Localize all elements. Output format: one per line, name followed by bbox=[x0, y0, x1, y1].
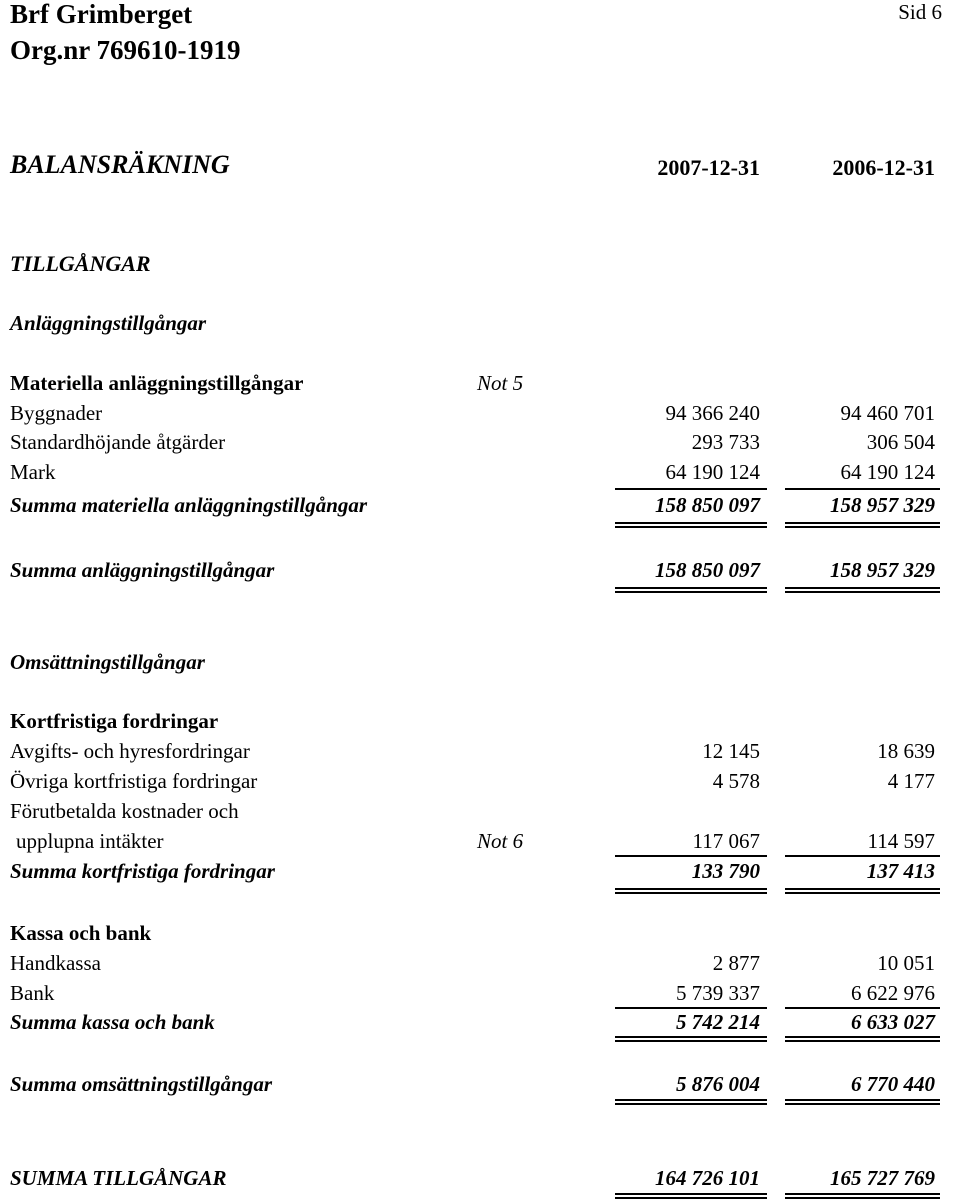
org-number: Org.nr 769610-1919 bbox=[10, 35, 241, 65]
double-rule bbox=[785, 1193, 940, 1195]
cash-heading: Kassa och bank bbox=[10, 921, 152, 945]
row-label: Avgifts- och hyresfordringar bbox=[10, 739, 250, 763]
value-2006: 4 177 bbox=[887, 769, 935, 793]
double-rule bbox=[615, 1036, 767, 1038]
double-rule bbox=[615, 587, 767, 589]
sum-2006: 158 957 329 bbox=[830, 493, 935, 517]
row-label: Standardhöjande åtgärder bbox=[10, 430, 226, 454]
double-rule bbox=[615, 1040, 767, 1042]
value-2006: 94 460 701 bbox=[840, 401, 935, 425]
double-rule bbox=[785, 591, 940, 593]
value-2007: 4 578 bbox=[712, 769, 760, 793]
double-rule bbox=[785, 1197, 940, 1199]
sum-label: Summa anläggningstillgångar bbox=[10, 558, 275, 582]
subtotal-rule bbox=[785, 855, 940, 857]
value-2007: 2 877 bbox=[712, 951, 760, 975]
sum-2006: 6 633 027 bbox=[851, 1010, 935, 1034]
double-rule bbox=[785, 888, 940, 890]
double-rule bbox=[785, 1036, 940, 1038]
sum-2007: 158 850 097 bbox=[655, 493, 760, 517]
double-rule bbox=[785, 1099, 940, 1101]
row-label-continued: upplupna intäkter bbox=[16, 829, 164, 853]
subtotal-rule bbox=[785, 1007, 940, 1009]
double-rule bbox=[785, 892, 940, 894]
subtotal-rule bbox=[615, 488, 767, 490]
assets-heading: TILLGÅNGAR bbox=[10, 251, 151, 276]
value-2007: 12 145 bbox=[702, 739, 760, 763]
tangible-assets-heading: Materiella anläggningstillgångar bbox=[10, 371, 304, 395]
value-2007: 5 739 337 bbox=[676, 981, 760, 1005]
sum-2007: 133 790 bbox=[691, 859, 760, 883]
total-2006: 165 727 769 bbox=[830, 1166, 935, 1190]
sum-2007: 158 850 097 bbox=[655, 558, 760, 582]
value-2006: 306 504 bbox=[866, 430, 935, 454]
page-number: Sid 6 bbox=[898, 0, 942, 24]
value-2007: 293 733 bbox=[691, 430, 760, 454]
note-6: Not 6 bbox=[477, 829, 524, 853]
double-rule bbox=[615, 1103, 767, 1105]
double-rule bbox=[785, 526, 940, 528]
current-assets-heading: Omsättningstillgångar bbox=[10, 650, 205, 674]
double-rule bbox=[785, 1103, 940, 1105]
double-rule bbox=[785, 587, 940, 589]
sum-label: Summa kortfristiga fordringar bbox=[10, 859, 275, 883]
double-rule bbox=[615, 1197, 767, 1199]
double-rule bbox=[615, 522, 767, 524]
row-label: Förutbetalda kostnader och bbox=[10, 799, 239, 823]
value-2006: 64 190 124 bbox=[840, 460, 935, 484]
double-rule bbox=[615, 526, 767, 528]
total-label: SUMMA TILLGÅNGAR bbox=[10, 1166, 227, 1190]
sum-2007: 5 742 214 bbox=[676, 1010, 760, 1034]
value-2007: 117 067 bbox=[692, 829, 760, 853]
note-5: Not 5 bbox=[477, 371, 524, 395]
value-2006: 18 639 bbox=[877, 739, 935, 763]
row-label: Mark bbox=[10, 460, 56, 484]
value-2007: 94 366 240 bbox=[665, 401, 760, 425]
row-label: Bank bbox=[10, 981, 55, 1005]
sum-2006: 6 770 440 bbox=[851, 1072, 935, 1096]
sum-2006: 137 413 bbox=[866, 859, 935, 883]
subtotal-rule bbox=[615, 855, 767, 857]
double-rule bbox=[615, 1193, 767, 1195]
total-2007: 164 726 101 bbox=[655, 1166, 760, 1190]
subtotal-rule bbox=[615, 1007, 767, 1009]
report-title: BALANSRÄKNING bbox=[10, 150, 230, 179]
sum-label: Summa kassa och bank bbox=[10, 1010, 215, 1034]
value-2006: 114 597 bbox=[867, 829, 935, 853]
sum-2007: 5 876 004 bbox=[676, 1072, 760, 1096]
double-rule bbox=[615, 591, 767, 593]
row-label: Byggnader bbox=[10, 401, 103, 425]
double-rule bbox=[785, 522, 940, 524]
value-2006: 10 051 bbox=[877, 951, 935, 975]
column-header-2007: 2007-12-31 bbox=[657, 155, 760, 180]
receivables-heading: Kortfristiga fordringar bbox=[10, 709, 219, 733]
column-header-2006: 2006-12-31 bbox=[832, 155, 935, 180]
double-rule bbox=[615, 1099, 767, 1101]
sum-2006: 158 957 329 bbox=[830, 558, 935, 582]
value-2006: 6 622 976 bbox=[851, 981, 935, 1005]
double-rule bbox=[615, 892, 767, 894]
value-2007: 64 190 124 bbox=[665, 460, 760, 484]
double-rule bbox=[615, 888, 767, 890]
sum-label: Summa materiella anläggningstillgångar bbox=[10, 493, 368, 517]
subtotal-rule bbox=[785, 488, 940, 490]
row-label: Övriga kortfristiga fordringar bbox=[10, 769, 258, 793]
fixed-assets-heading: Anläggningstillgångar bbox=[10, 311, 207, 335]
sum-label: Summa omsättningstillgångar bbox=[10, 1072, 273, 1096]
double-rule bbox=[785, 1040, 940, 1042]
row-label: Handkassa bbox=[10, 951, 101, 975]
org-name: Brf Grimberget bbox=[10, 0, 193, 29]
